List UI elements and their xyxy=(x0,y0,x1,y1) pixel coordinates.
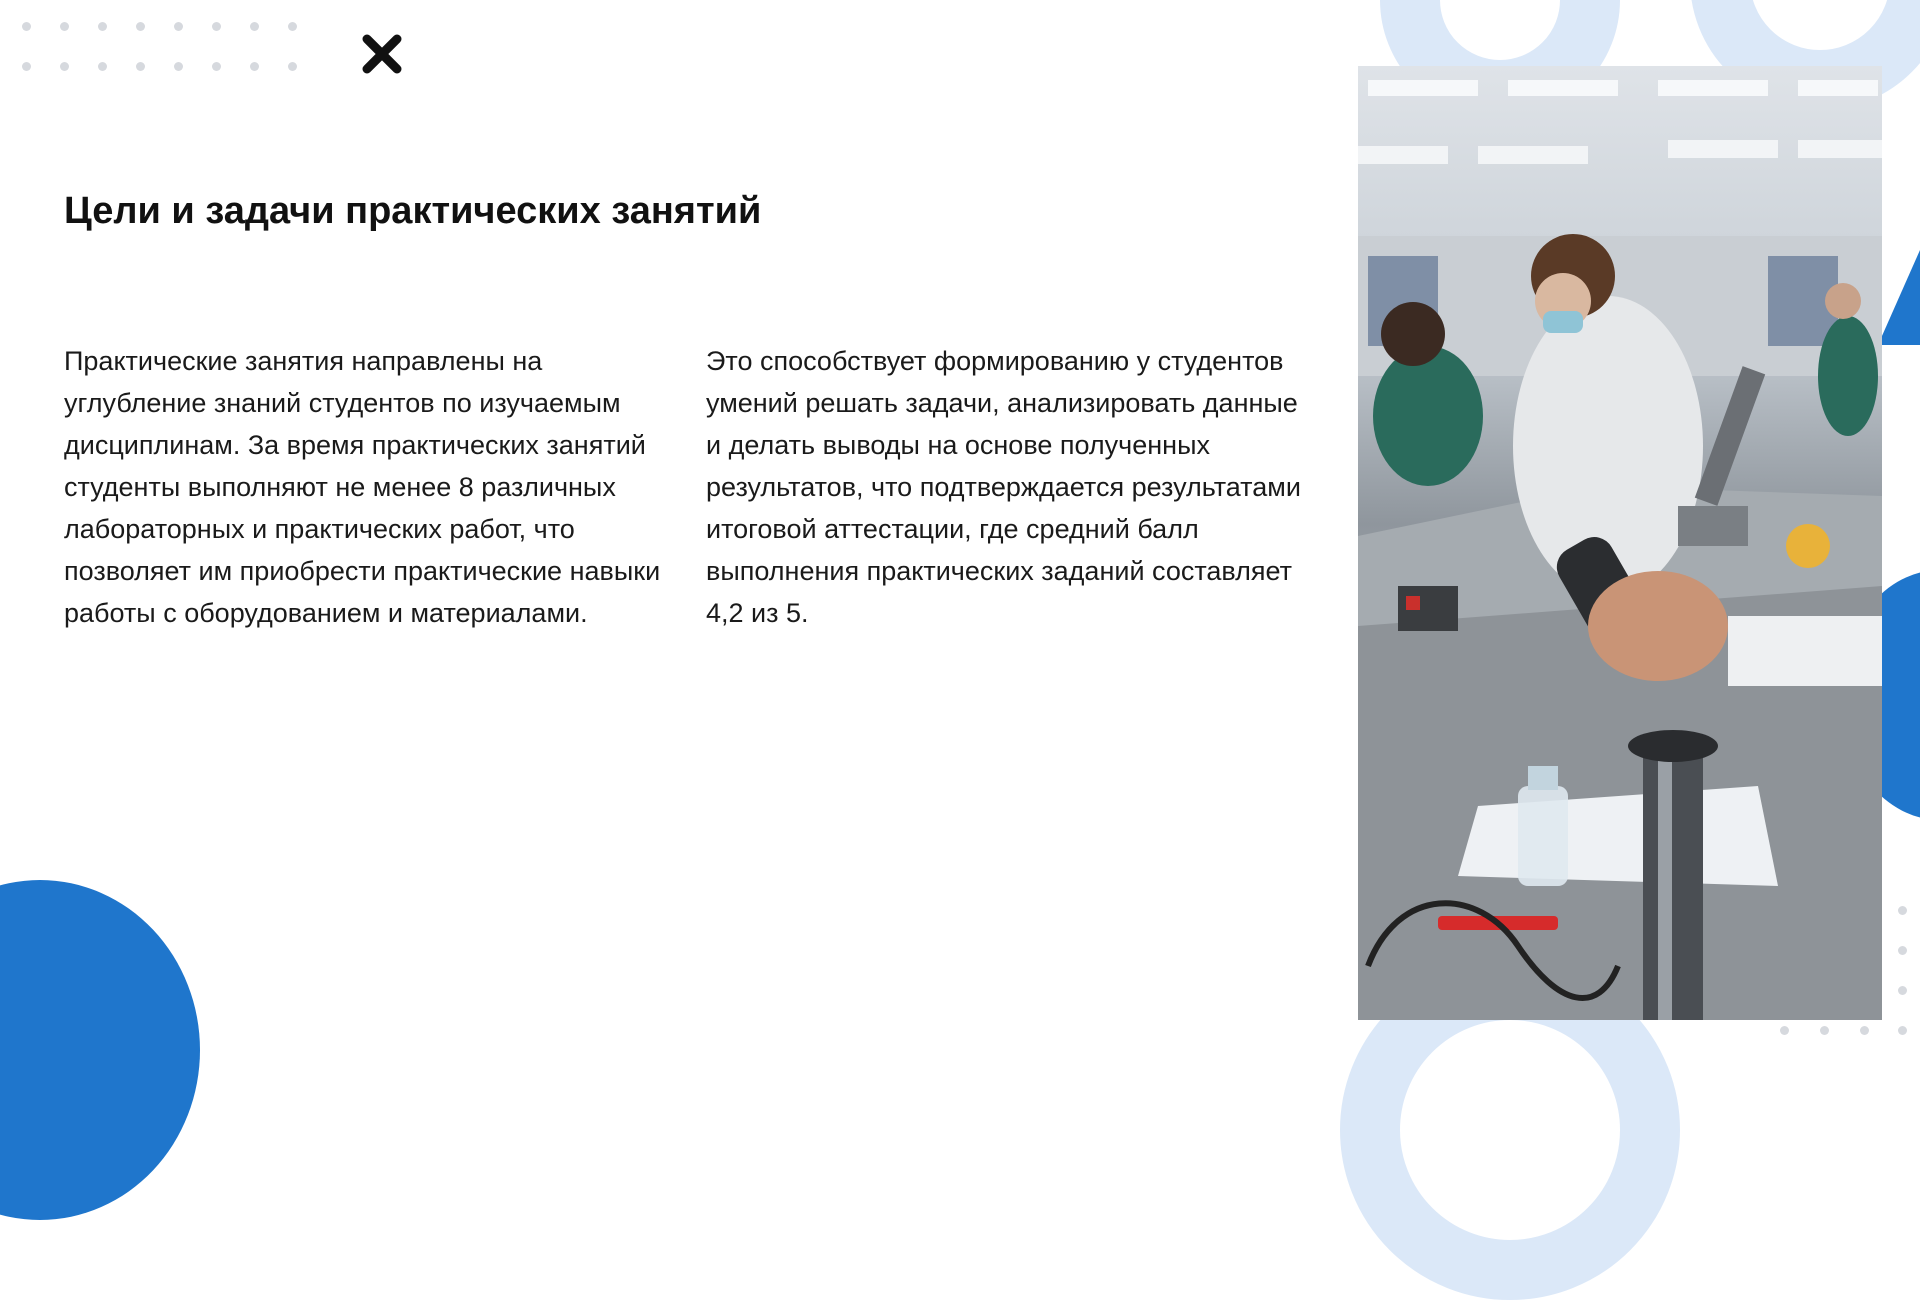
laboratory-photo xyxy=(1358,66,1882,1020)
slide-title: Цели и задачи практических занятий xyxy=(64,190,762,232)
decor-dot-grid xyxy=(22,14,302,74)
left-paragraph: Практические занятия направлены на углубление знаний студентов по изучаемым дисциплинам. За время практических занятий студенты выполняют не менее 8 различных лабораторных и практических работ, что позволяет им приобрести практические навыки работы с оборудованием и материалами. xyxy=(64,346,661,628)
close-icon xyxy=(360,32,404,76)
decor-blob-bottom-left xyxy=(0,880,200,1220)
right-paragraph: Это способствует формированию у студентов умений решать задачи, анализировать данные и делать выводы на основе полученных результатов, что подтверждается результатами итоговой аттестации, где средний балл выполнения практических заданий составляет 4,2 из 5. xyxy=(706,346,1301,628)
decor-triangle-right xyxy=(1878,250,1920,345)
decor-dot-grid-right xyxy=(1780,900,1910,1040)
